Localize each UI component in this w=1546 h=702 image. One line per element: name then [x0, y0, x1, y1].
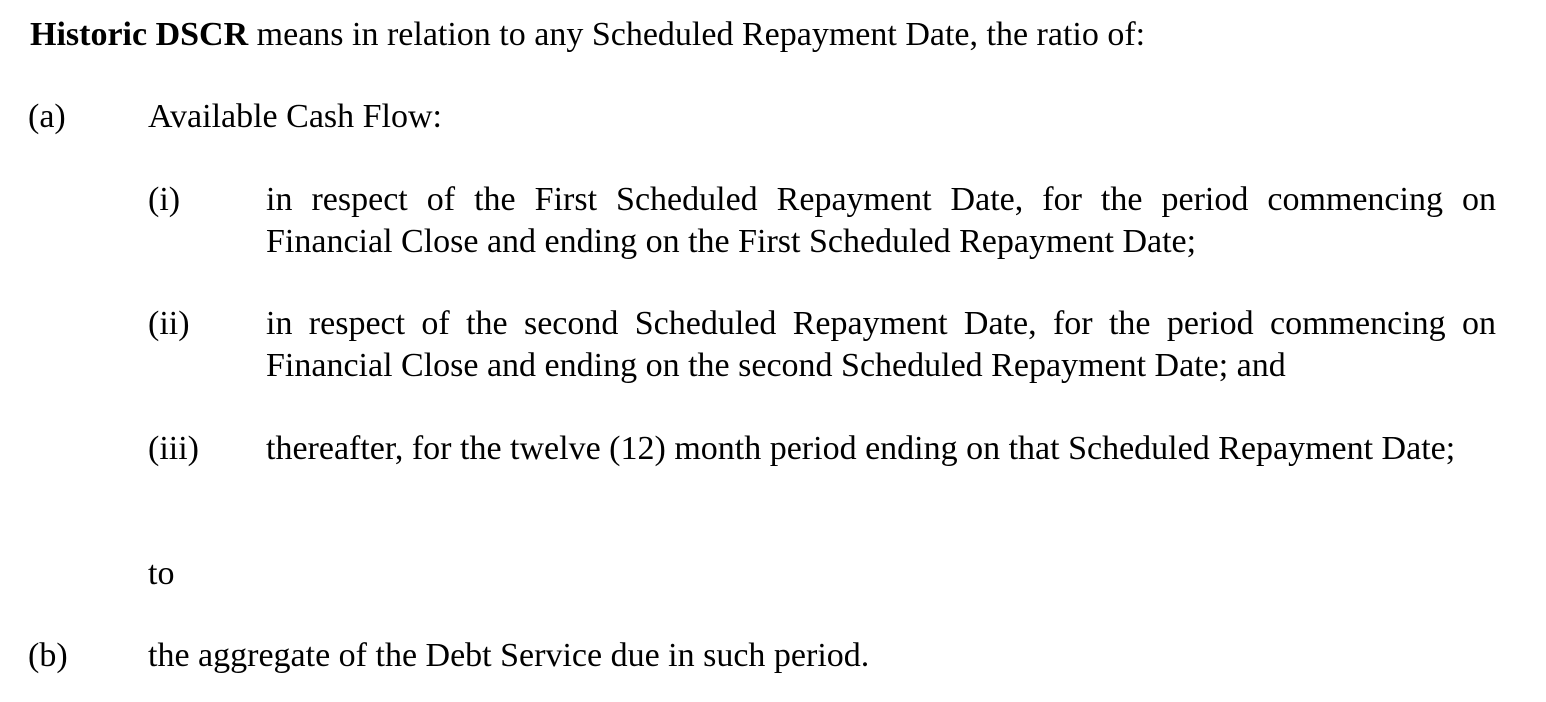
item-i-label: (i): [148, 181, 181, 218]
item-ii-label: (ii): [148, 305, 190, 342]
defined-term: Historic DSCR: [30, 16, 249, 53]
clause-a-label: (a): [28, 98, 66, 135]
clause-a-text: Available Cash Flow:: [148, 98, 442, 135]
clause-b-text: the aggregate of the Debt Service due in such period.: [148, 637, 870, 674]
item-i-text: in respect of the First Scheduled Repayment Date, for the period commencing on Financial Close and ending on the First Scheduled Repayment Date;: [266, 181, 1496, 260]
clause-b-label: (b): [28, 637, 68, 674]
item-iii-text: thereafter, for the twelve (12) month period ending on that Scheduled Repayment Date;: [266, 430, 1456, 467]
connector-text: to: [148, 555, 175, 592]
item-iii-label: (iii): [148, 430, 199, 467]
definition-paragraph: [30, 14, 1145, 56]
definition-intro: means in relation to any Scheduled Repayment Date, the ratio of:: [248, 16, 1146, 53]
item-ii-text: in respect of the second Scheduled Repayment Date, for the period commencing on Financial Close and ending on the second Scheduled Repayment Date; and: [266, 305, 1496, 384]
